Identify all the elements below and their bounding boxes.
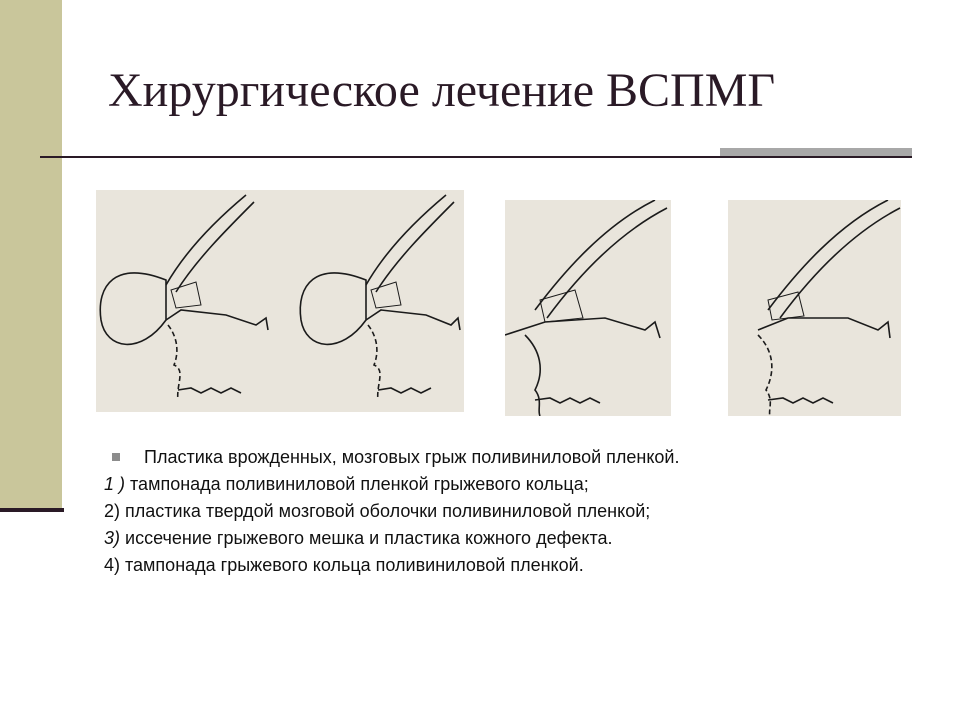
skull-arc-left-inner (176, 202, 254, 292)
face-profile-right (368, 325, 380, 400)
skull-arc-right-outer (366, 195, 446, 285)
title-divider (40, 156, 912, 158)
face-profile (525, 335, 540, 416)
skull-arc-outer (768, 200, 888, 310)
figure-caption (104, 444, 944, 579)
jaw-teeth-right (378, 388, 431, 393)
square-bullet-icon (112, 453, 120, 461)
skull-arc-right-inner (376, 202, 454, 292)
skull-arc-inner (780, 208, 900, 318)
nasal-line-right (366, 310, 460, 330)
title-divider-accent (720, 148, 912, 156)
hernia-mesh (768, 292, 804, 320)
slide-title: Хирургическое лечение ВСПМГ (108, 64, 776, 117)
left-sidebar-band (0, 0, 62, 512)
hernia-mesh-left (171, 282, 201, 308)
hernia-mesh-right (371, 282, 401, 308)
caption-item-3-text: иссечение грыжевого мешка и пластика кожного дефекта. (120, 528, 613, 548)
caption-item-1 (104, 471, 944, 498)
caption-item-1-number: 1 ) (104, 474, 126, 494)
jaw-teeth-left (178, 388, 241, 393)
caption-item-3 (104, 525, 944, 552)
nasal-line-left (166, 310, 268, 330)
skull-arc-left-outer (166, 195, 246, 285)
hernia-surgery-stages-1-2-illustration (96, 190, 464, 412)
figure-stage-3 (505, 200, 671, 416)
nasal-line (505, 318, 660, 338)
figure-stage-4 (728, 200, 901, 416)
caption-item-1-text: тампонада поливиниловой пленкой грыжевого кольца; (125, 474, 589, 494)
caption-bullet-text: Пластика врожденных, мозговых грыж поливиниловой пленкой. (144, 447, 680, 467)
sidebar-bottom-edge (0, 508, 64, 512)
nasal-line (758, 318, 890, 338)
hernia-sac-left (100, 273, 166, 345)
skull-arc-inner (547, 208, 667, 318)
caption-bullet-line (104, 444, 944, 471)
caption-item-4: 4) тампонада грыжевого кольца поливиниловой пленкой. (104, 555, 584, 575)
jaw-teeth (768, 398, 833, 403)
figure-stages-1-2 (96, 190, 464, 412)
face-profile-left (168, 325, 180, 400)
caption-item-2: 2) пластика твердой мозговой оболочки поливиниловой пленкой; (104, 501, 651, 521)
face-profile (758, 335, 772, 416)
jaw-teeth (535, 398, 600, 403)
hernia-surgery-stage-3-illustration (505, 200, 671, 416)
caption-item-3-number: 3) (104, 528, 121, 548)
hernia-surgery-stage-4-illustration (728, 200, 901, 416)
skull-arc-outer (535, 200, 655, 310)
hernia-sac-right (300, 273, 366, 345)
